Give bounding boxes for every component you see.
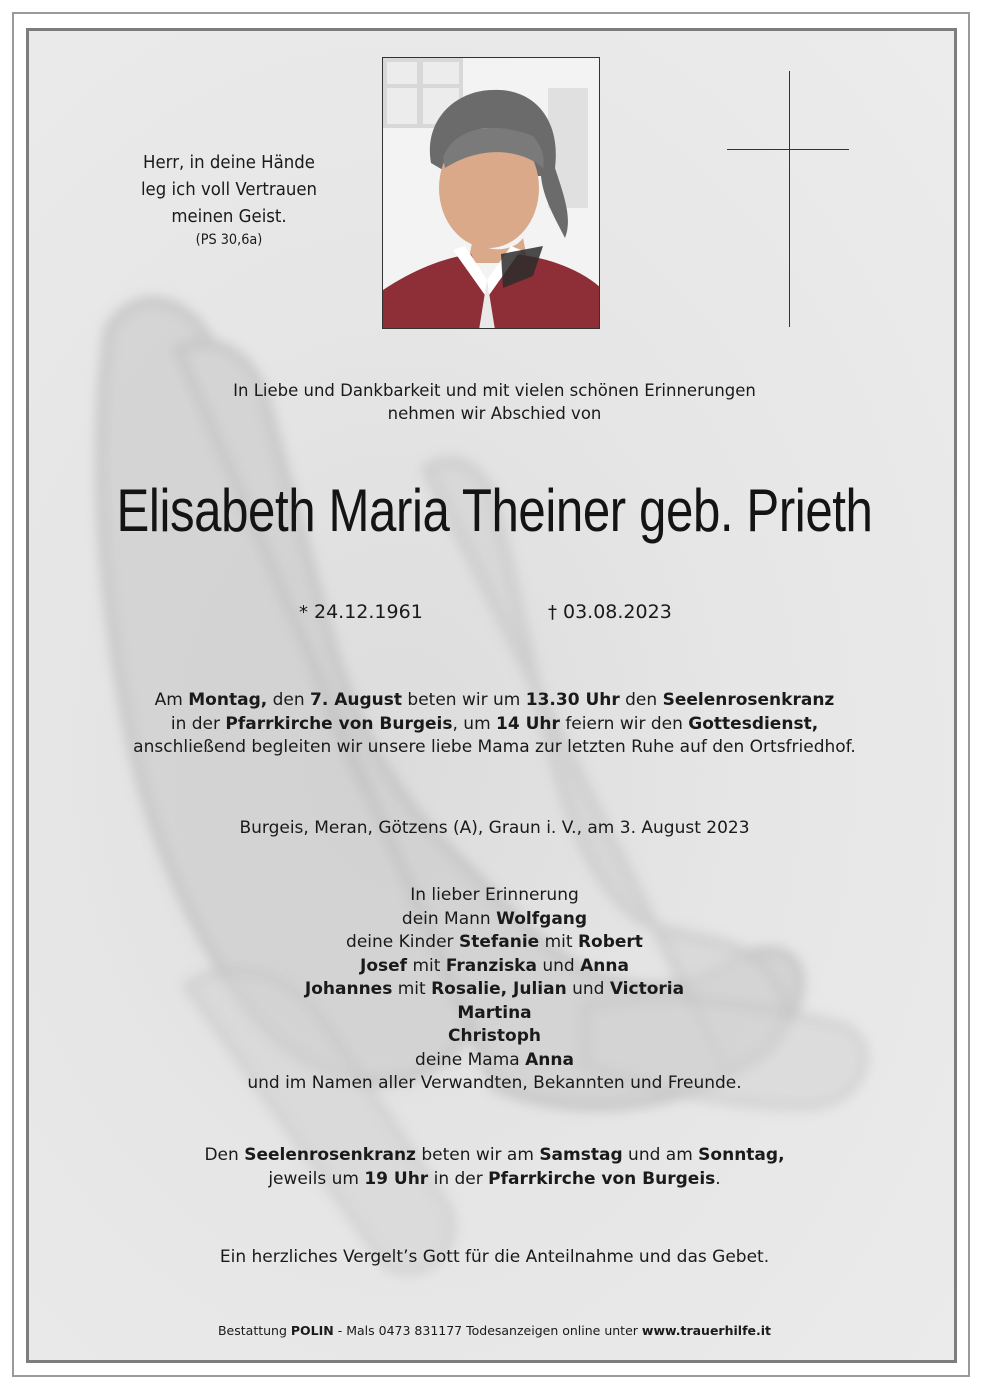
thanks-text: Ein herzliches Vergelt’s Gott für die Anteilnahme und das Gebet. — [219, 1247, 770, 1267]
weekday: Montag, — [188, 690, 268, 710]
mourner-name: Victoria — [609, 979, 685, 999]
rosary-line-1 — [29, 1144, 957, 1168]
text: feiern wir den — [559, 713, 689, 734]
weekday: Sonntag, — [698, 1145, 785, 1165]
text: deine Kinder — [346, 932, 459, 952]
text: deine Mama — [415, 1049, 526, 1070]
death-date-block — [548, 599, 672, 626]
text: und — [536, 955, 581, 976]
mourner-name: Robert — [577, 932, 643, 952]
rosary-text — [29, 1144, 957, 1191]
event: Seelenrosenkranz — [662, 690, 835, 710]
place-and-date: Burgeis, Meran, Götzens (A), Graun i. V., am 3. August 2023 — [239, 818, 750, 838]
text: jeweils um — [268, 1168, 365, 1189]
text: und am — [622, 1145, 699, 1165]
service-line-3: anschließend begleiten wir unsere liebe Mama zur letzten Ruhe auf den Ortsfriedhof. — [133, 737, 856, 757]
family-line — [29, 931, 957, 955]
portrait-drawing — [383, 58, 600, 329]
psalm-line: leg ich voll Vertrauen — [140, 179, 318, 200]
psalm-reference: (PS 30,6a) — [195, 232, 263, 248]
text: in der — [170, 713, 226, 734]
text: - Mals 0473 831177 Todesanzeigen online unter — [333, 1323, 642, 1338]
cross-vertical — [789, 71, 790, 327]
funeral-home-name: POLIN — [290, 1323, 334, 1338]
website-link[interactable]: www.trauerhilfe.it — [641, 1323, 771, 1338]
mourner-name: Wolfgang — [496, 908, 588, 929]
text: in der — [428, 1168, 489, 1189]
service-line-2 — [29, 713, 957, 737]
family-line — [29, 955, 957, 979]
time: 13.30 Uhr — [525, 690, 620, 710]
church: Pfarrkirche von Burgeis — [225, 713, 453, 734]
event: Gottesdienst, — [688, 713, 819, 734]
family-line — [29, 908, 957, 932]
text: beten wir am — [415, 1145, 540, 1165]
intro-text — [29, 379, 957, 425]
death-date: 03.08.2023 — [563, 601, 672, 623]
psalm-quote — [119, 149, 340, 250]
text: . — [715, 1168, 721, 1189]
text: dein Mann — [401, 908, 497, 929]
intro-line: nehmen wir Abschied von — [387, 404, 602, 423]
time: 14 Uhr — [496, 713, 560, 734]
mourner-name: Christoph — [448, 1026, 541, 1046]
family-line — [29, 1049, 957, 1073]
birth-star-icon: * — [299, 602, 308, 623]
mourner-name: Stefanie — [458, 932, 540, 952]
birth-date: 24.12.1961 — [314, 601, 423, 623]
text: mit — [407, 955, 446, 976]
text: beten wir um — [402, 690, 526, 710]
mourner-name: Rosalie, Julian — [431, 979, 567, 999]
intro-line: In Liebe und Dankbarkeit und mit vielen schönen Erinnerungen — [233, 381, 756, 400]
cross-horizontal — [727, 149, 849, 150]
text: mit — [392, 979, 432, 999]
family-line: und im Namen aller Verwandten, Bekannten und Freunde. — [247, 1073, 742, 1093]
text: Bestattung — [217, 1323, 291, 1338]
church: Pfarrkirche von Burgeis — [488, 1168, 716, 1189]
obituary-card — [26, 28, 957, 1363]
mourner-name: Anna — [580, 955, 629, 976]
text: mit — [539, 932, 578, 952]
rosary-line-2 — [29, 1168, 957, 1192]
family-line — [29, 1025, 957, 1049]
mourner-name: Anna — [525, 1049, 574, 1070]
text: den — [619, 690, 663, 710]
portrait-photo — [382, 57, 600, 329]
date: 7. August — [310, 690, 403, 710]
family-line: In lieber Erinnerung — [410, 885, 579, 905]
mourner-name: Johannes — [304, 979, 393, 999]
text: , um — [452, 713, 497, 734]
mourner-name: Martina — [457, 1002, 532, 1023]
death-cross-icon: † — [548, 602, 557, 623]
weekday: Samstag — [539, 1145, 623, 1165]
mourner-name: Franziska — [445, 955, 537, 976]
text: und — [566, 979, 610, 999]
event: Seelenrosenkranz — [244, 1145, 416, 1165]
deceased-name: Elisabeth Maria Theiner geb. Prieth — [116, 477, 873, 544]
family-line — [29, 1002, 957, 1026]
family-line — [29, 978, 957, 1002]
text: den — [267, 690, 311, 710]
time: 19 Uhr — [364, 1168, 429, 1189]
mourner-name: Josef — [360, 955, 408, 976]
footer-funeral-home — [29, 1322, 957, 1340]
funeral-service-text — [29, 689, 957, 760]
psalm-line: meinen Geist. — [171, 206, 287, 227]
family-mourners — [29, 884, 957, 1096]
text: Den — [204, 1145, 245, 1165]
service-line-1 — [29, 689, 957, 713]
birth-date-block — [299, 599, 423, 626]
text: Am — [154, 690, 189, 710]
psalm-line: Herr, in deine Hände — [143, 152, 315, 173]
